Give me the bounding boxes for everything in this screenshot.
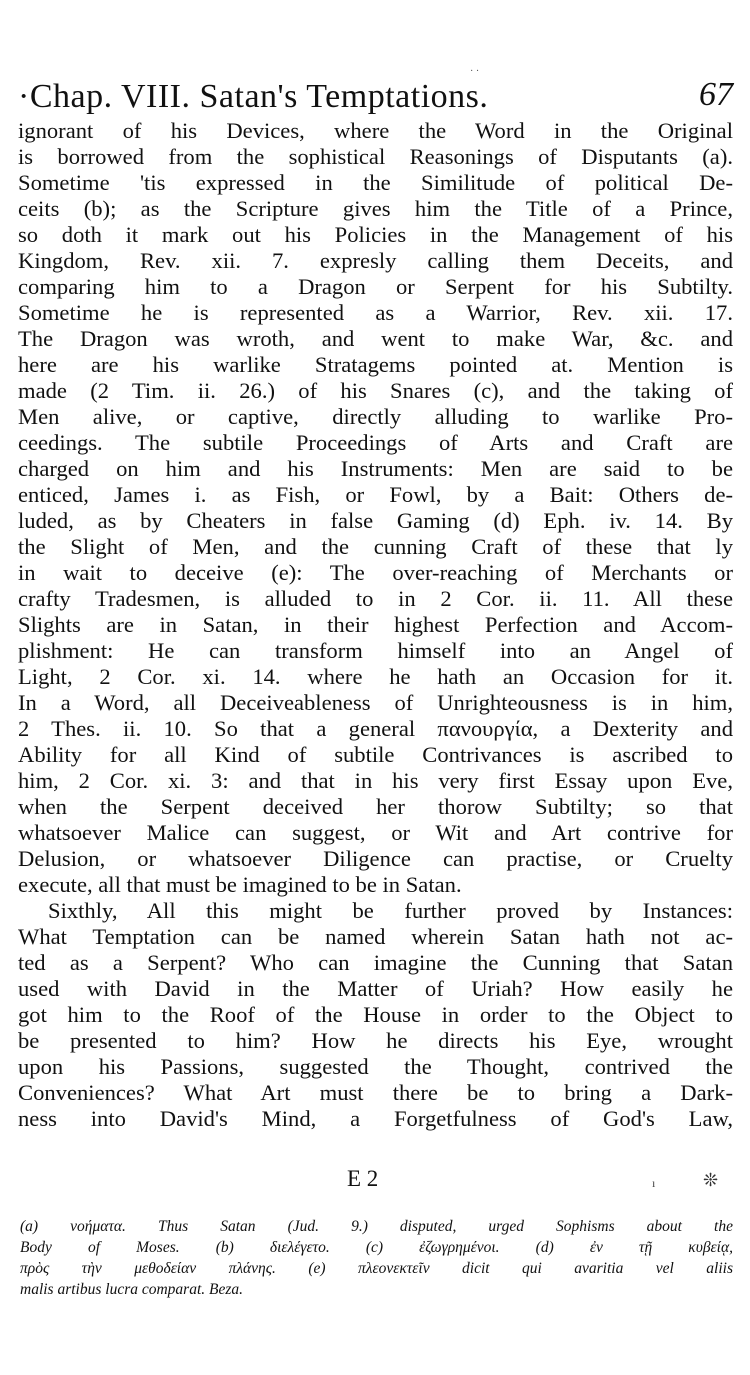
text-line: enticed, James i. as Fish, or Fowl, by a Bait: Others de-: [18, 482, 733, 507]
text-line: is borrowed from the sophistical Reasonings of Disputants (a).: [18, 144, 733, 169]
text-line: ness into David's Mind, a Forgetfulness of God's Law,: [18, 1106, 733, 1131]
text-line: him, 2 Cor. xi. 3: and that in his very first Essay upon Eve,: [18, 768, 733, 793]
text-line: comparing him to a Dragon or Serpent for his Subtilty.: [18, 274, 733, 299]
text-line: whatsoever Malice can suggest, or Wit and Art contrive for: [18, 820, 733, 845]
text-line: charged on him and his Instruments: Men are said to be: [18, 456, 733, 481]
text-line: luded, as by Cheaters in false Gaming (d) Eph. iv. 14. By: [18, 508, 733, 533]
text-line: in wait to deceive (e): The over-reaching of Merchants or: [18, 560, 733, 585]
signature-line: [0, 1166, 750, 1194]
text-line: when the Serpent deceived her thorow Subtilty; so that: [18, 794, 733, 819]
text-line: Slights are in Satan, in their highest Perfection and Accom-: [18, 612, 733, 637]
paragraph-start-line: Sixthly, All this might be further proved by Instances:: [48, 898, 733, 923]
text-line: Kingdom, Rev. xii. 7. expresly calling them Deceits, and: [18, 248, 733, 273]
text-line: made (2 Tim. ii. 26.) of his Snares (c), and the taking of: [18, 378, 733, 403]
text-line: Men alive, or captive, directly alluding to warlike Pro-: [18, 404, 733, 429]
text-line: Sometime 'tis expressed in the Similitude of political De-: [18, 170, 733, 195]
text-line: 2 Thes. ii. 10. So that a general πανουργία, a Dexterity and: [18, 716, 733, 741]
text-line: crafty Tradesmen, is alluded to in 2 Cor. ii. 11. All these: [18, 586, 733, 611]
text-line: Conveniences? What Art must there be to bring a Dark-: [18, 1080, 733, 1105]
text-line: Sometime he is represented as a Warrior, Rev. xii. 17.: [18, 300, 733, 325]
text-line: In a Word, all Deceiveableness of Unrighteousness is in him,: [18, 690, 733, 715]
running-title: ·Chap. VIII. Satan's Temptations.: [18, 78, 489, 115]
text-line: What Temptation can be named wherein Satan hath not ac-: [18, 924, 733, 949]
text-line: Light, 2 Cor. xi. 14. where he hath an Occasion for it.: [18, 664, 733, 689]
text-line: ceedings. The subtile Proceedings of Arts and Craft are: [18, 430, 733, 455]
text-line: the Slight of Men, and the cunning Craft of these that ly: [18, 534, 733, 559]
text-line: Ability for all Kind of subtile Contrivances is ascribed to: [18, 742, 733, 767]
text-line: be presented to him? How he directs his Eye, wrought: [18, 1028, 733, 1053]
text-line: ted as a Serpent? Who can imagine the Cunning that Satan: [18, 950, 733, 975]
text-line: plishment: He can transform himself into an Angel of: [18, 638, 733, 663]
footnotes: [20, 1216, 733, 1300]
text-line: Delusion, or whatsoever Diligence can practise, or Cruelty: [18, 846, 733, 871]
main-text: [18, 118, 733, 1132]
signature-mark: E 2: [347, 1166, 379, 1191]
footnote-line: πρὸς τὴν μεθοδείαν πλάνης. (e) πλεονεκτεῖν dicit qui avaritia vel aliis: [20, 1260, 733, 1277]
text-line: ceits (b); as the Scripture gives him the Title of a Prince,: [18, 196, 733, 221]
text-line: execute, all that must be imagined to be in Satan.: [18, 872, 462, 897]
print-specks: · ·: [470, 66, 480, 77]
page-number: 67: [699, 76, 733, 113]
footnote-line: (a) νοήματα. Thus Satan (Jud. 9.) disputed, urged Sophisms about the: [20, 1218, 733, 1235]
footnote-line: Body of Moses. (b) διελέγετο. (c) ἐζωγρημένοι. (d) ἐν τῇ κυβείᾳ,: [20, 1239, 733, 1256]
print-speck: ❊: [703, 1170, 719, 1190]
text-line: so doth it mark out his Policies in the Management of his: [18, 222, 733, 247]
footnote-line: malis artibus lucra comparat. Beza.: [20, 1281, 244, 1298]
text-line: The Dragon was wroth, and went to make War, &c. and: [18, 326, 733, 351]
print-speck: ı: [652, 1176, 656, 1190]
text-line: used with David in the Matter of Uriah? How easily he: [18, 976, 733, 1001]
text-line: here are his warlike Stratagems pointed at. Mention is: [18, 352, 733, 377]
text-line: got him to the Roof of the House in order to the Object to: [18, 1002, 733, 1027]
running-header: [18, 74, 733, 124]
text-line: upon his Passions, suggested the Thought, contrived the: [18, 1054, 733, 1079]
text-line: ignorant of his Devices, where the Word in the Original: [18, 118, 733, 143]
